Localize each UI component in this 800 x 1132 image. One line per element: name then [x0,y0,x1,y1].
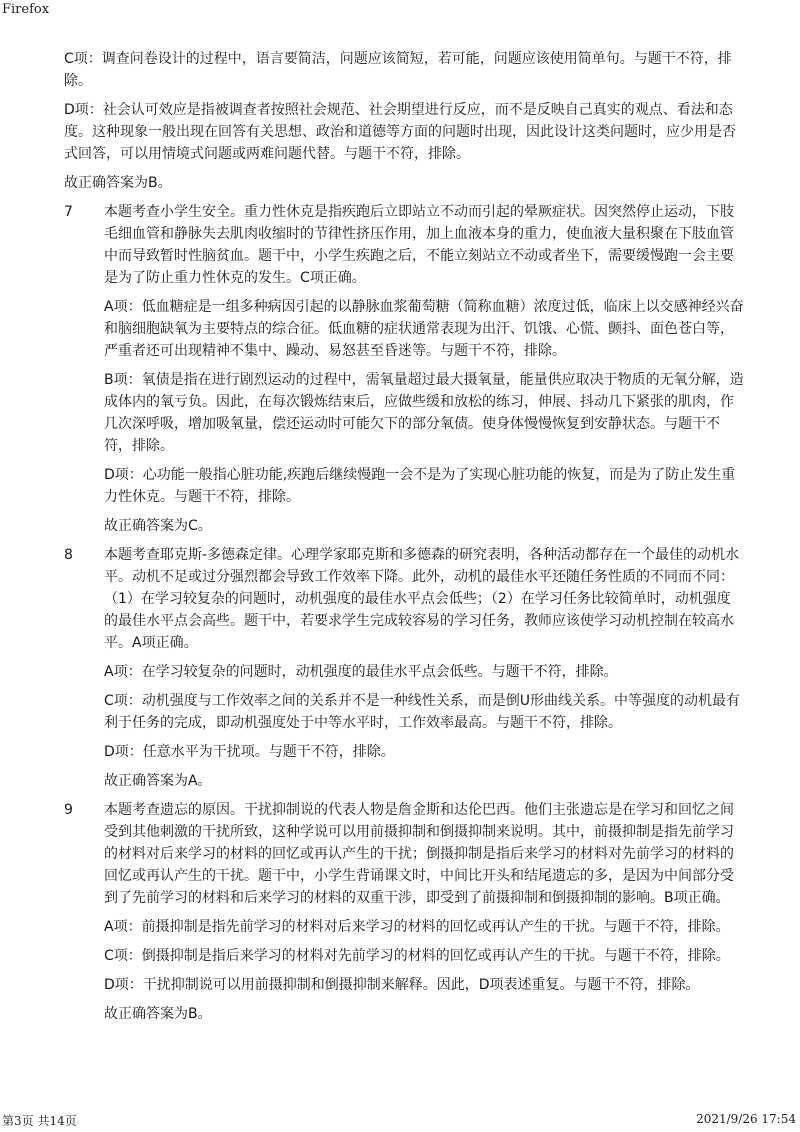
intro-option-d: D项：社会认可效应是指被调查者按照社会规范、社会期望进行反应，而不是反映自己真实的观点、看法和态度。这种现象一般出现在回答有关思想、政治和道德等方面的问题时出现，因此设计这类问题时，应少用是否式回答，可以用情境式问题或两难问题代替。与题干不符，排除。 [64,102,736,162]
question-8 [64,544,744,792]
question-number: 8 [64,547,73,563]
correct-answer: 故正确答案为B。 [104,1006,212,1022]
option-explanation: A项：在学习较复杂的问题时，动机强度的最佳水平点会低些。与题干不符，排除。 [104,664,618,680]
question-7 [64,201,744,537]
question-number: 9 [64,802,73,818]
option-explanation: D项：心功能一般指心脏功能,疾跑后继续慢跑一会不是为了实现心脏功能的恢复，而是为了防止发生重力性休克。与题干不符，排除。 [104,467,736,505]
intro-option-c: C项：调查问卷设计的过程中，语言要简洁，问题应该简短，若可能，问题应该使用简单句。与题干不符，排除。 [64,51,732,89]
option-explanation: B项：氧债是指在进行剧烈运动的过程中，需氧量超过最大摄氧量，能量供应取决于物质的无氧分解，造成体内的氧亏负。因此，在每次锻炼结束后，应做些缓和放松的练习，伸展、抖动几下紧张的肌肉，作几次深呼吸，增加吸氧量，偿还运动时可能欠下的部分氧债。使身体慢慢恢复到安静状态。与题干不符，排除。 [104,372,744,454]
page-indicator: 第3页 共14页 [2,1114,77,1128]
correct-answer: 故正确答案为A。 [104,773,212,789]
option-explanation: A项：前摄抑制是指先前学习的材料对后来学习的材料的回忆或再认产生的干扰。与题干不符，排除。 [104,919,730,935]
intro-answer: 故正确答案为B。 [64,175,172,191]
print-timestamp: 2021/9/26 17:54 [696,1112,796,1126]
browser-title: Firefox [2,2,50,17]
question-number: 7 [64,204,73,220]
question-stem: 本题考查小学生安全。重力性休克是指疾跑后立即站立不动而引起的晕厥症状。因突然停止运动，下肢毛细血管和静脉失去肌肉收缩时的节律性挤压作用，加上血液本身的重力，使血液大量积聚在下肢血管中而导致暂时性脑贫血。题干中，小学生疾跑之后，不能立刻站立不动或者坐下，需要缓慢跑一会主要是为了防止重力性休克的发生。C项正确。 [104,204,734,286]
correct-answer: 故正确答案为C。 [104,518,212,534]
option-explanation: C项：倒摄抑制是指后来学习的材料对先前学习的材料的回忆或再认产生的干扰。与题干不符，排除。 [104,948,730,964]
option-explanation: D项：干扰抑制说可以用前摄抑制和倒摄抑制来解释。因此，D项表述重复。与题干不符，排除。 [104,977,700,993]
option-explanation: A项：低血糖症是一组多种病因引起的以静脉血浆葡萄糖（简称血糖）浓度过低，临床上以交感神经兴奋和脑细胞缺氧为主要特点的综合征。低血糖的症状通常表现为出汗、饥饿、心慌、颤抖、面色苍白等，严重者还可出现精神不集中、躁动、易怒甚至昏迷等。与题干不符，排除。 [104,299,744,359]
question-stem: 本题考查耶克斯-多德森定律。心理学家耶克斯和多德森的研究表明，各种活动都存在一个最佳的动机水平。动机不足或过分强烈都会导致工作效率下降。此外，动机的最佳水平还随任务性质的不同而不同：（1）在学习较复杂的问题时，动机强度的最佳水平点会低些；（2）在学习任务比较简单时，动机强度的最佳水平点会高些。题干中，若要求学生完成较容易的学习任务，教师应该使学习动机控制在较高水平。A项正确。 [104,547,740,651]
question-9 [64,799,744,1025]
question-stem: 本题考查遗忘的原因。干扰抑制说的代表人物是詹金斯和达伦巴西。他们主张遗忘是在学习和回忆之间受到其他刺激的干扰所致，这种学说可以用前摄抑制和倒摄抑制来说明。其中，前摄抑制是指先前学习的材料对后来学习的材料的回忆或再认产生的干扰；倒摄抑制是指后来学习的材料对先前学习的材料的回忆或再认产生的干扰。题干中，小学生背诵课文时，中间比开头和结尾遗忘的多，是因为中间部分受到了先前学习的材料和后来学习的材料的双重干涉，即受到了前摄抑制和倒摄抑制的影响。B项正确。 [104,802,734,906]
option-explanation: C项：动机强度与工作效率之间的关系并不是一种线性关系，而是倒U形曲线关系。中等强度的动机最有利于任务的完成，即动机强度处于中等水平时，工作效率最高。与题干不符，排除。 [104,693,741,731]
document-body [64,48,744,1032]
option-explanation: D项：任意水平为干扰项。与题干不符，排除。 [104,744,395,760]
